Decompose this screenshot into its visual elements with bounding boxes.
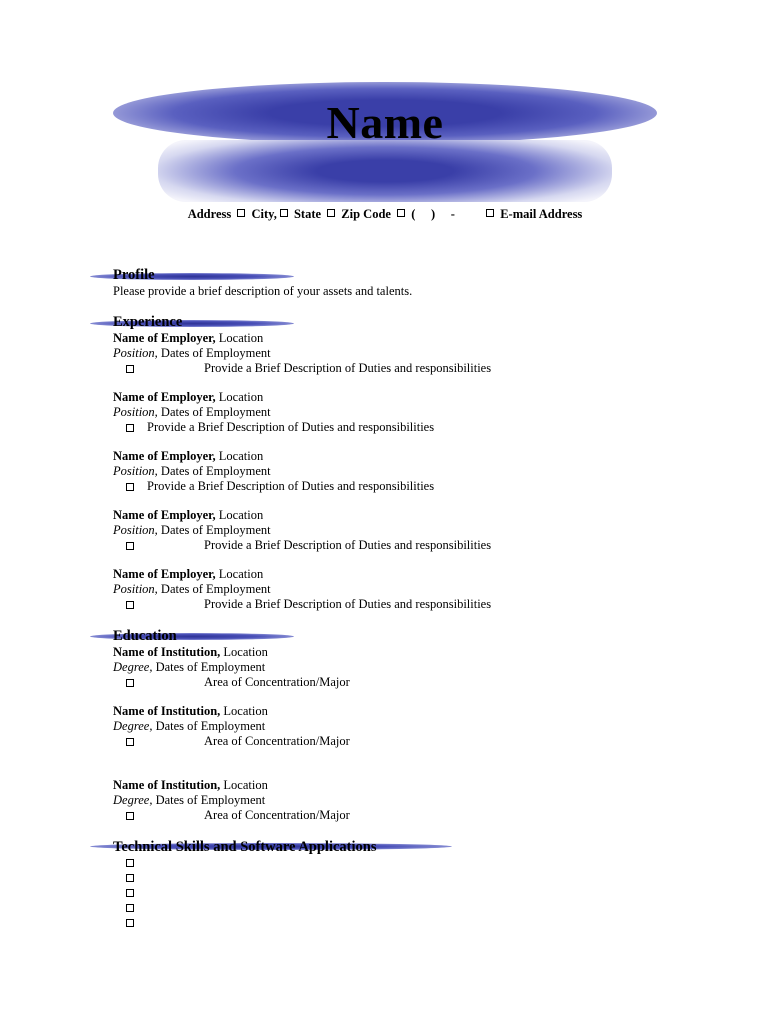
education-degree-line[interactable] bbox=[113, 660, 265, 675]
skill-bullet-icon[interactable] bbox=[126, 874, 134, 882]
square-bullet-icon bbox=[126, 365, 134, 373]
skill-bullet-icon[interactable] bbox=[126, 904, 134, 912]
square-bullet-icon bbox=[126, 738, 134, 746]
experience-position-line[interactable] bbox=[113, 346, 271, 361]
degree: Degree, bbox=[113, 719, 153, 733]
experience-employer-line[interactable] bbox=[113, 331, 263, 346]
position: Position, bbox=[113, 582, 158, 596]
experience-employer-line[interactable] bbox=[113, 567, 263, 582]
employer-location: Location bbox=[218, 508, 264, 522]
institution-name: Name of Institution, bbox=[113, 704, 221, 718]
education-institution-line[interactable] bbox=[113, 704, 268, 719]
education-dates: Dates of Employment bbox=[155, 660, 266, 674]
contact-phone[interactable]: ( ) - bbox=[411, 207, 455, 221]
square-bullet-icon bbox=[280, 209, 288, 217]
employer-name: Name of Employer, bbox=[113, 508, 216, 522]
employer-name: Name of Employer, bbox=[113, 390, 216, 404]
area-of-concentration[interactable]: Area of Concentration/Major bbox=[204, 734, 350, 748]
square-bullet-icon bbox=[126, 424, 134, 432]
employment-dates: Dates of Employment bbox=[160, 464, 271, 478]
area-of-concentration[interactable]: Area of Concentration/Major bbox=[204, 675, 350, 689]
profile-text[interactable]: Please provide a brief description of your assets and talents. bbox=[113, 284, 413, 298]
square-bullet-icon bbox=[327, 209, 335, 217]
square-bullet-icon bbox=[397, 209, 405, 217]
contact-city[interactable]: City, bbox=[251, 207, 277, 221]
skill-bullet-icon[interactable] bbox=[126, 919, 134, 927]
section-title-profile: Profile bbox=[113, 267, 155, 283]
education-dates: Dates of Employment bbox=[155, 793, 266, 807]
position: Position, bbox=[113, 405, 158, 419]
education-degree-line[interactable] bbox=[113, 719, 265, 734]
institution-name: Name of Institution, bbox=[113, 645, 221, 659]
square-bullet-icon bbox=[237, 209, 245, 217]
experience-employer-line[interactable] bbox=[113, 449, 263, 464]
employment-dates: Dates of Employment bbox=[160, 582, 271, 596]
employment-dates: Dates of Employment bbox=[160, 405, 271, 419]
position: Position, bbox=[113, 346, 158, 360]
employer-location: Location bbox=[218, 331, 264, 345]
contact-address[interactable]: Address bbox=[187, 207, 232, 221]
duty-description[interactable]: Provide a Brief Description of Duties and responsibilities bbox=[204, 361, 492, 375]
duty-description[interactable]: Provide a Brief Description of Duties and responsibilities bbox=[147, 479, 435, 493]
experience-position-line[interactable] bbox=[113, 405, 271, 420]
employer-location: Location bbox=[218, 390, 264, 404]
square-bullet-icon bbox=[126, 601, 134, 609]
square-bullet-icon bbox=[126, 679, 134, 687]
degree: Degree, bbox=[113, 660, 153, 674]
duty-description[interactable]: Provide a Brief Description of Duties and responsibilities bbox=[147, 420, 435, 434]
contact-zip[interactable]: Zip Code bbox=[341, 207, 391, 221]
institution-location: Location bbox=[223, 778, 268, 792]
institution-location: Location bbox=[223, 645, 268, 659]
employer-name: Name of Employer, bbox=[113, 567, 216, 581]
contact-email[interactable]: E-mail Address bbox=[500, 207, 583, 221]
resume-name[interactable]: Name bbox=[326, 97, 444, 148]
education-degree-line[interactable] bbox=[113, 793, 265, 808]
section-title-skills: Technical Skills and Software Applications bbox=[113, 839, 377, 855]
square-bullet-icon bbox=[486, 209, 494, 217]
duty-description[interactable]: Provide a Brief Description of Duties and responsibilities bbox=[204, 538, 492, 552]
duty-description[interactable]: Provide a Brief Description of Duties and responsibilities bbox=[204, 597, 492, 611]
institution-location: Location bbox=[223, 704, 268, 718]
square-bullet-icon bbox=[126, 483, 134, 491]
square-bullet-icon bbox=[126, 542, 134, 550]
employer-location: Location bbox=[218, 567, 264, 581]
experience-position-line[interactable] bbox=[113, 464, 271, 479]
contact-state[interactable]: State bbox=[293, 207, 322, 221]
employer-location: Location bbox=[218, 449, 264, 463]
employer-name: Name of Employer, bbox=[113, 449, 216, 463]
education-institution-line[interactable] bbox=[113, 645, 268, 660]
education-institution-line[interactable] bbox=[113, 778, 268, 793]
position: Position, bbox=[113, 464, 158, 478]
degree: Degree, bbox=[113, 793, 153, 807]
section-title-experience: Experience bbox=[113, 314, 183, 330]
position: Position, bbox=[113, 523, 158, 537]
skill-bullet-icon[interactable] bbox=[126, 889, 134, 897]
employer-name: Name of Employer, bbox=[113, 331, 216, 345]
contact-line bbox=[0, 207, 770, 222]
section-title-education: Education bbox=[113, 628, 177, 644]
employment-dates: Dates of Employment bbox=[160, 523, 271, 537]
education-dates: Dates of Employment bbox=[155, 719, 266, 733]
experience-employer-line[interactable] bbox=[113, 390, 263, 405]
experience-position-line[interactable] bbox=[113, 582, 271, 597]
skill-bullet-icon[interactable] bbox=[126, 859, 134, 867]
area-of-concentration[interactable]: Area of Concentration/Major bbox=[204, 808, 350, 822]
experience-employer-line[interactable] bbox=[113, 508, 263, 523]
institution-name: Name of Institution, bbox=[113, 778, 221, 792]
employment-dates: Dates of Employment bbox=[160, 346, 271, 360]
square-bullet-icon bbox=[126, 812, 134, 820]
experience-position-line[interactable] bbox=[113, 523, 271, 538]
